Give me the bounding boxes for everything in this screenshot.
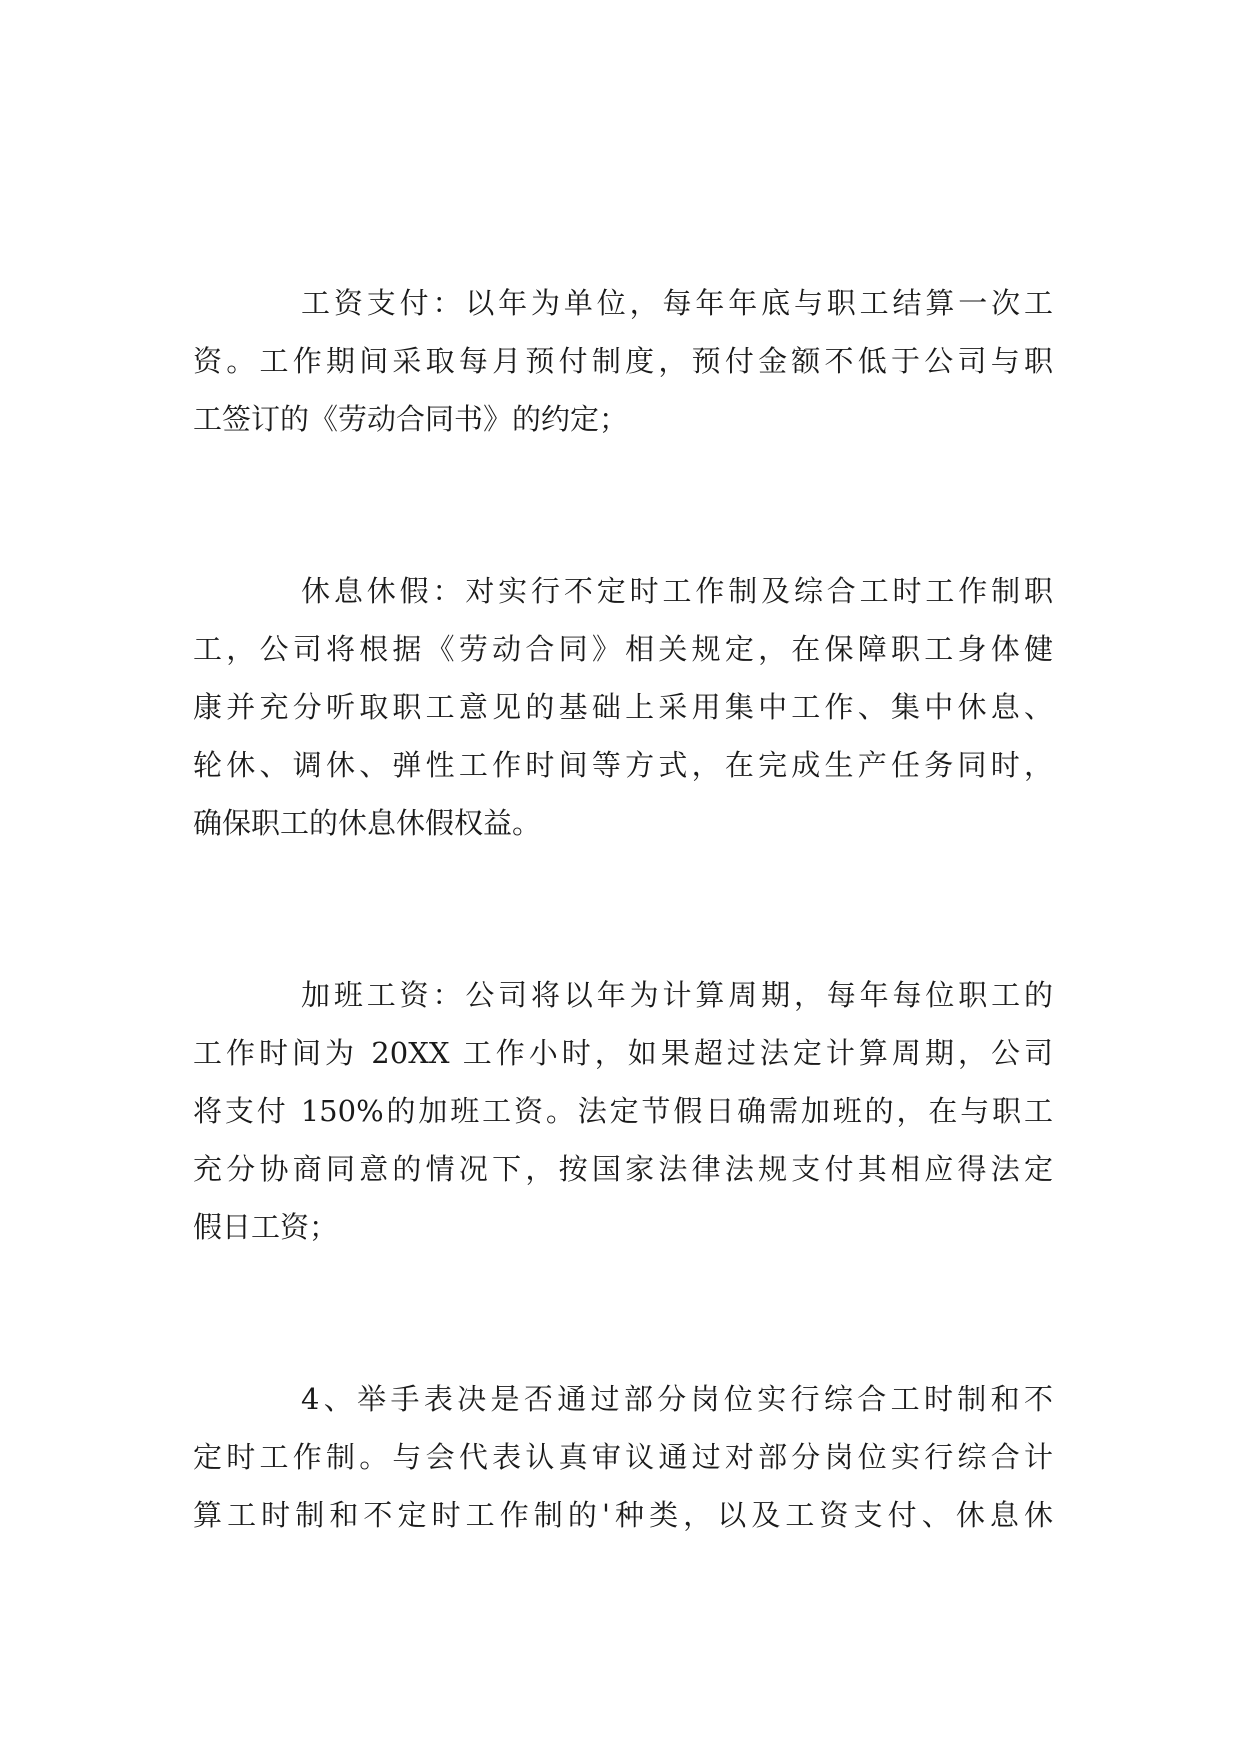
paragraph-show-of-hands-vote — [193, 1370, 1053, 1544]
paragraph-line: 充分协商同意的情况下，按国家法律法规支付其相应得法定 — [193, 1152, 1053, 1186]
paragraph-line: 将支付 150%的加班工资。法定节假日确需加班的，在与职工 — [193, 1094, 1053, 1128]
paragraph-line: 确保职工的休息休假权益。 — [193, 806, 542, 840]
paragraph-line: 工，公司将根据《劳动合同》相关规定，在保障职工身体健 — [193, 632, 1053, 666]
paragraph-line: 工作时间为 20XX 工作小时，如果超过法定计算周期，公司 — [193, 1036, 1053, 1070]
paragraph-line: 4、举手表决是否通过部分岗位实行综合工时制和不 — [301, 1382, 1053, 1416]
paragraph-line: 休息休假：对实行不定时工作制及综合工时工作制职 — [301, 574, 1053, 608]
paragraph-line: 假日工资； — [193, 1210, 339, 1244]
paragraph-line: 工签订的《劳动合同书》的约定； — [193, 402, 629, 436]
paragraph-wage-payment — [193, 274, 1053, 448]
paragraph-line: 轮休、调休、弹性工作时间等方式，在完成生产任务同时， — [193, 748, 1053, 782]
paragraph-line: 定时工作制。与会代表认真审议通过对部分岗位实行综合计 — [193, 1440, 1053, 1474]
paragraph-line: 康并充分听取职工意见的基础上采用集中工作、集中休息、 — [193, 690, 1053, 724]
paragraph-overtime-pay — [193, 966, 1053, 1256]
paragraph-line: 算工时制和不定时工作制的'种类，以及工资支付、休息休 — [193, 1498, 1053, 1532]
paragraph-line: 工资支付：以年为单位，每年年底与职工结算一次工 — [301, 286, 1053, 320]
paragraph-line: 加班工资：公司将以年为计算周期，每年每位职工的 — [301, 978, 1053, 1012]
paragraph-line: 资。工作期间采取每月预付制度，预付金额不低于公司与职 — [193, 344, 1053, 378]
paragraph-rest-and-leave — [193, 562, 1053, 852]
